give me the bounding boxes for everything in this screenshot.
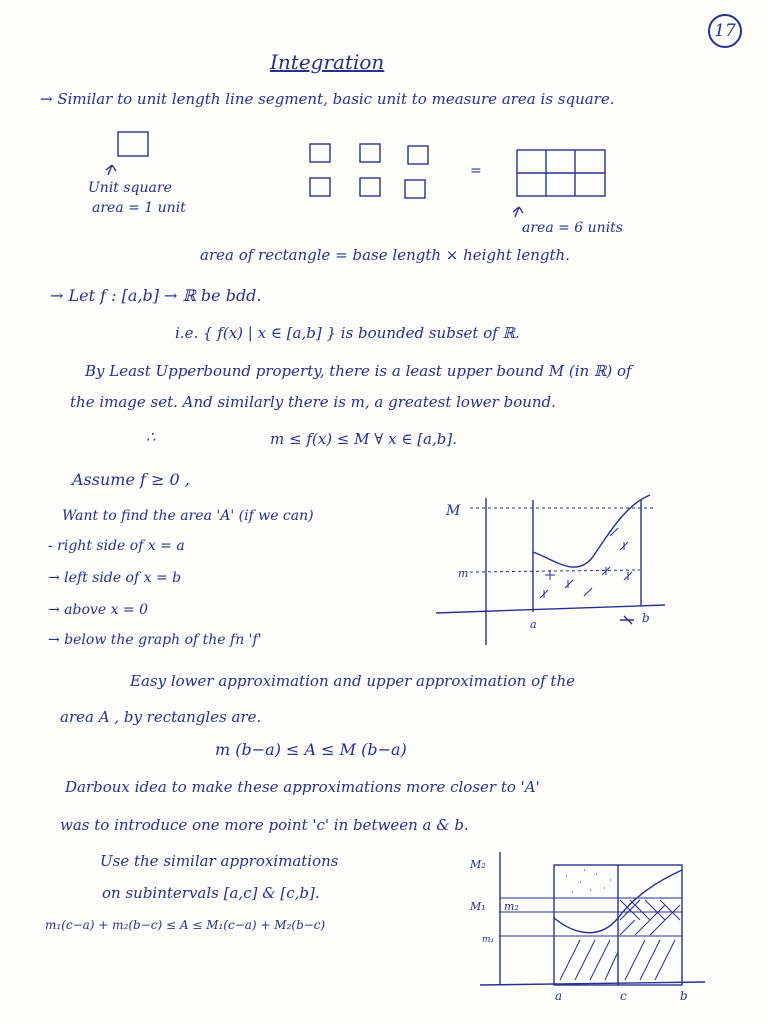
label-M2: M₂ [470,858,486,871]
label-m: m [458,567,469,580]
line-lub-1: By Least Upperbound property, there is a least upper bound M (in ℝ) of [85,362,632,380]
line-approx-inequality: m (b−a) ≤ A ≤ M (b−a) [215,740,407,759]
line-above: → above x = 0 [48,602,148,618]
line-below-graph: → below the graph of the fn 'f' [48,632,262,648]
line-left-side: → left side of x = b [48,570,182,586]
line-darboux-1: Darboux idea to make these approximations more closer to 'A' [65,778,540,796]
therefore-mark: ∴ [146,428,156,446]
label-m2: m₂ [504,900,519,913]
line-easy-approx-2: area A , by rectangles are. [60,708,262,726]
label-a-2: a [555,989,563,1003]
label-b: b [642,611,650,625]
label-a: a [530,618,537,631]
line-assume: Assume f ≥ 0 , [72,470,190,489]
rectangle-area-formula: area of rectangle = base length × height length. [200,246,570,264]
line-use-2: on subintervals [a,c] & [c,b]. [102,884,320,902]
dotted-region [566,870,611,892]
line-right-side: - right side of x = a [48,538,185,554]
equals-sign: = [470,163,482,179]
unit-square-label: Unit square [88,180,172,196]
six-units-label: area = 6 units [522,220,623,236]
line-let-f: → Let f : [a,b] → ℝ be bdd. [50,286,262,305]
line-want-area: Want to find the area 'A' (if we can) [62,508,314,524]
line-use-1: Use the similar approximations [100,852,339,870]
label-M1: M₁ [470,900,486,913]
line-easy-approx-1: Easy lower approximation and upper approximation of the [130,672,575,690]
page-number: 17 [708,14,742,48]
label-m1: m₁ [482,935,495,945]
line-lub-2: the image set. And similarly there is m, a greatest lower bound. [70,393,556,411]
line-bounds-inequality: m ≤ f(x) ≤ M ∀ x ∈ [a,b]. [270,430,457,448]
line-darboux-2: was to introduce one more point 'c' in between a & b. [60,816,469,834]
label-M: M [446,503,461,519]
line-ie-bounded: i.e. { f(x) | x ∈ [a,b] } is bounded subset of ℝ. [175,324,520,342]
unit-square-area: area = 1 unit [92,200,186,216]
label-b-2: b [680,989,688,1003]
line-final-inequality: m₁(c−a) + m₂(b−c) ≤ A ≤ M₁(c−a) + M₂(b−c) [45,918,326,932]
page-title: Integration [270,50,385,74]
label-c: c [620,989,627,1003]
line-unit-area: → Similar to unit length line segment, basic unit to measure area is square. [40,90,615,108]
